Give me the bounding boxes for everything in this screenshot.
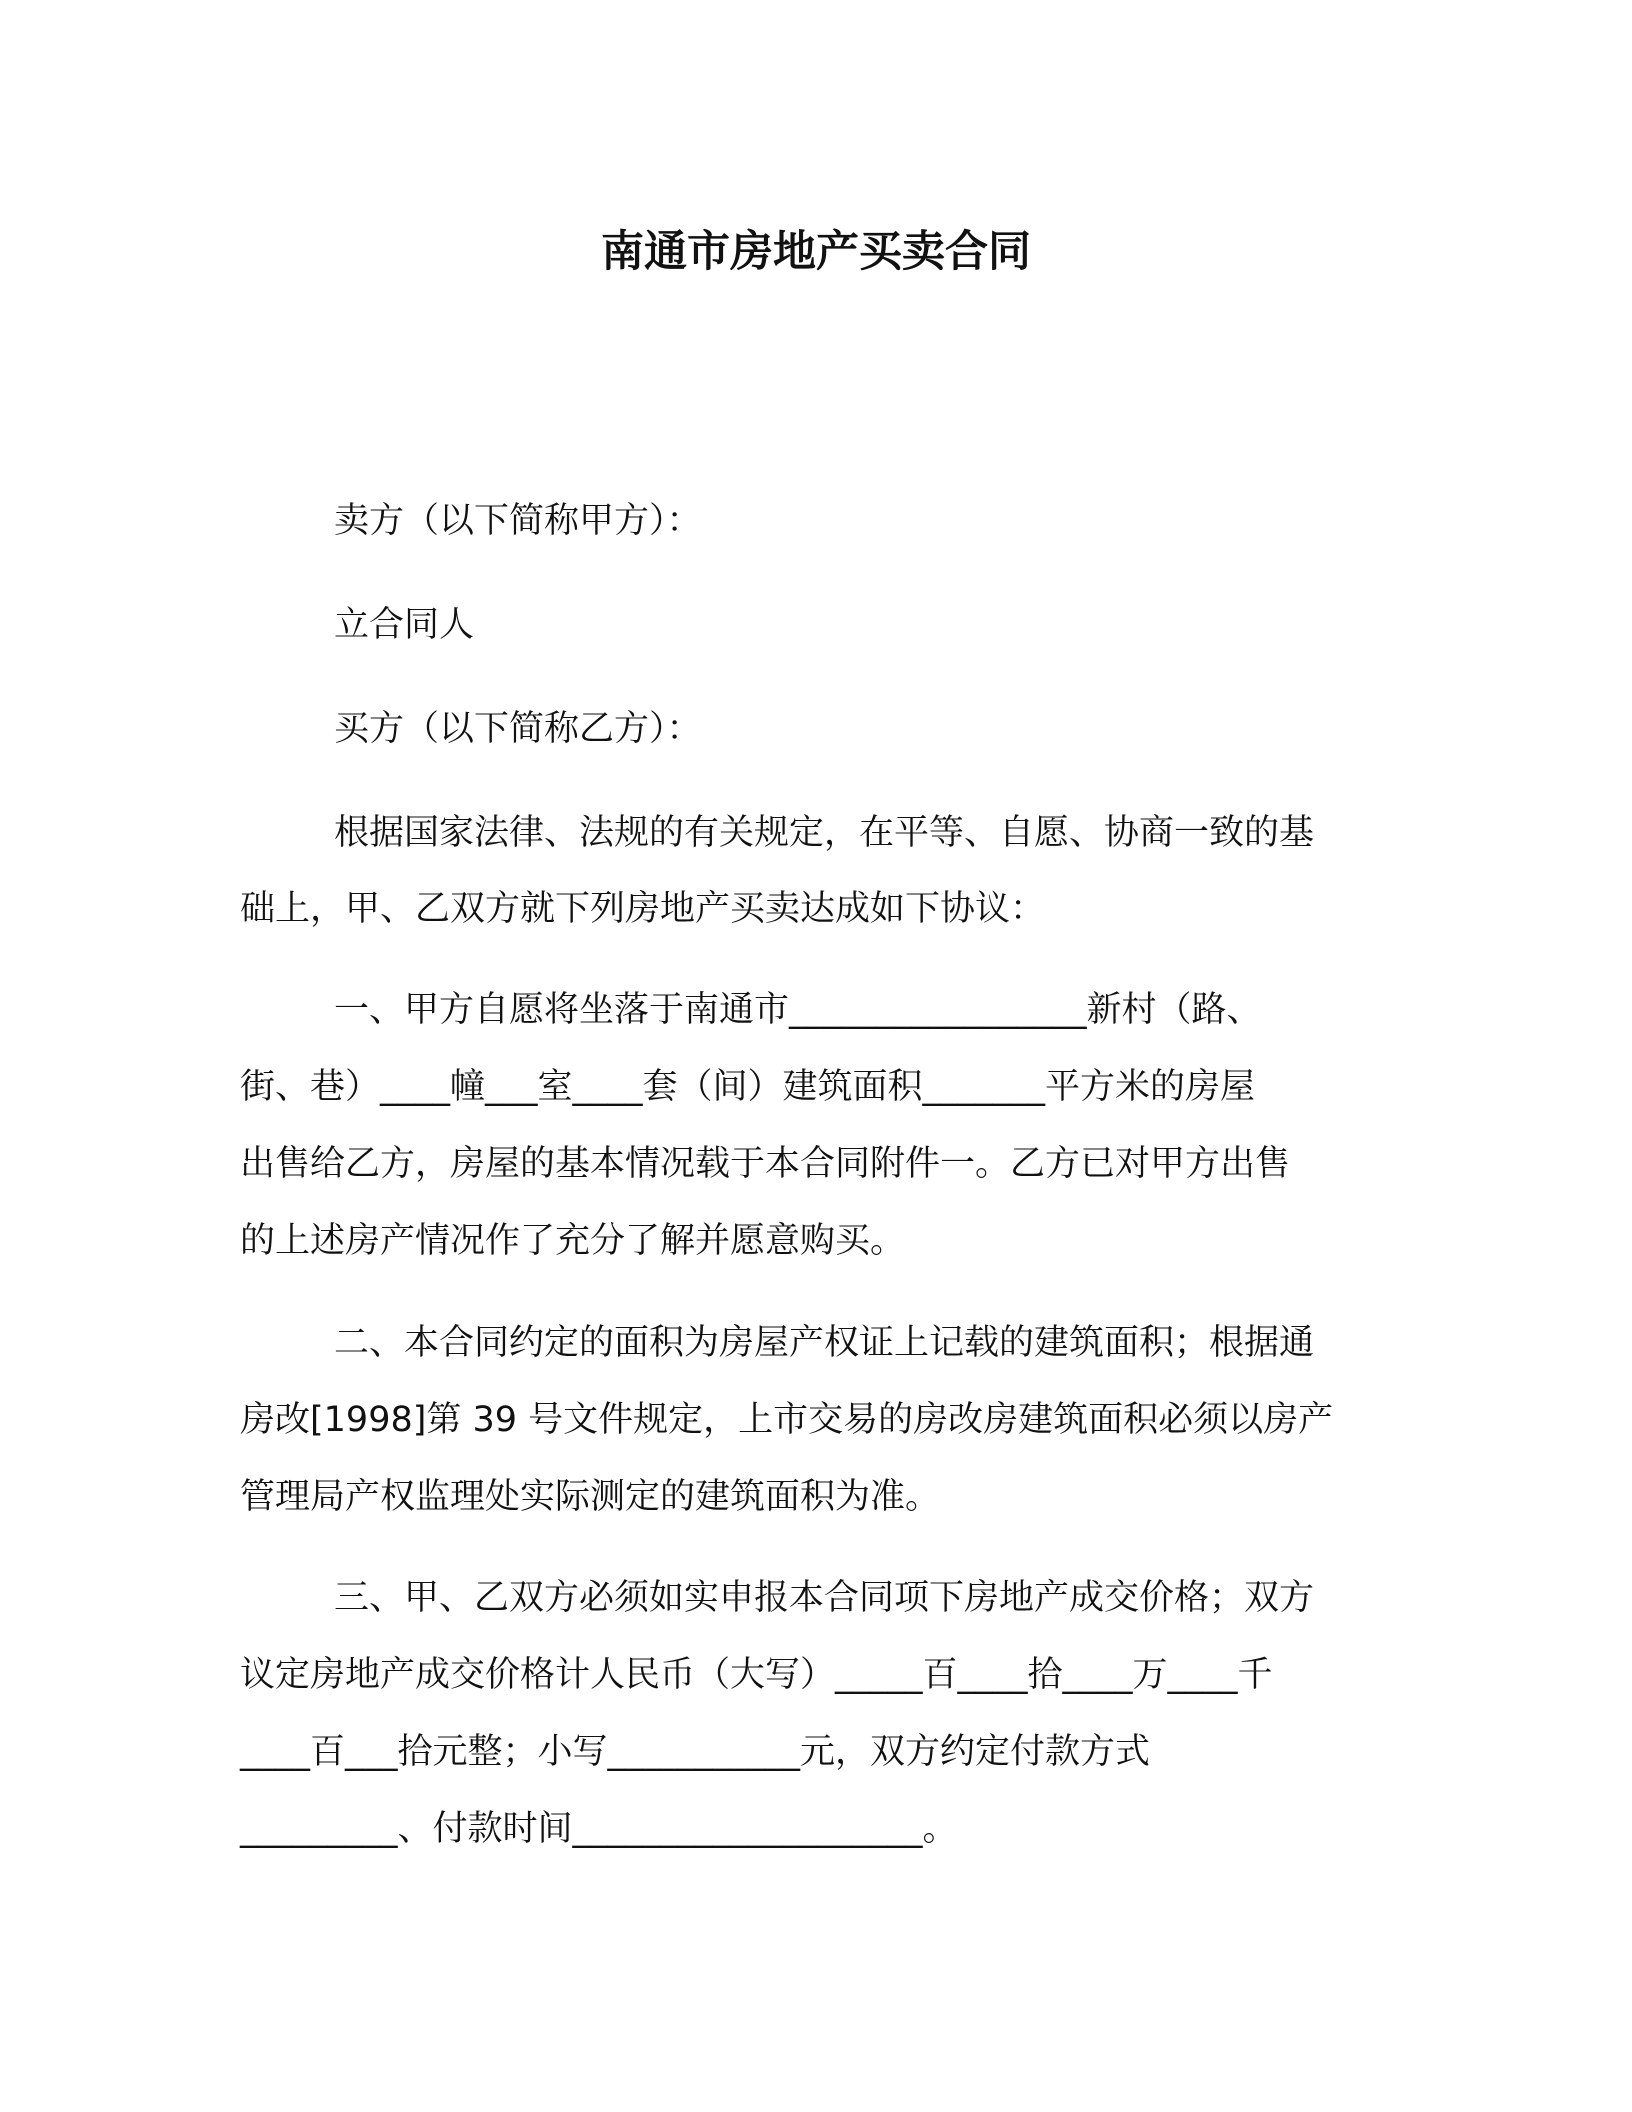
paragraph-line: 三、甲、乙双方必须如实申报本合同项下房地产成交价格；双方 [334,1578,1315,1618]
paragraph-line: ____百___拾元整；小写___________元，双方约定付款方式 [240,1732,1151,1772]
paragraph-line: 出售给乙方，房屋的基本情况载于本合同附件一。乙方已对甲方出售 [240,1144,1291,1184]
paragraph-line: 础上，甲、乙双方就下列房地产买卖达成如下协议： [240,889,1046,929]
signatory-line: 立合同人 [334,605,475,645]
paragraph-line: 管理局产权监理处实际测定的建筑面积为准。 [240,1477,941,1517]
paragraph-line: 一、甲方自愿将坐落于南通市_________________新村（路、 [334,990,1262,1030]
paragraph-line: 议定房地产成交价格计人民币（大写）_____百____拾____万____千 [240,1655,1273,1695]
paragraph-line: _________、付款时间____________________。 [240,1809,958,1849]
paragraph-line: 街、巷）____幢___室____套（间）建筑面积_______平方米的房屋 [240,1067,1256,1107]
paragraph-line: 的上述房产情况作了充分了解并愿意购买。 [240,1221,906,1261]
paragraph-line: 根据国家法律、法规的有关规定，在平等、自愿、协商一致的基 [334,813,1315,853]
buyer-line: 买方（以下简称乙方）： [334,709,702,749]
document-title: 南通市房地产买卖合同 [601,227,1031,277]
seller-line: 卖方（以下简称甲方）： [334,501,702,541]
paragraph-line: 二、本合同约定的面积为房屋产权证上记载的建筑面积；根据通 [334,1323,1315,1363]
paragraph-line: 房改[1998]第 39 号文件规定，上市交易的房改房建筑面积必须以房产 [240,1400,1334,1440]
